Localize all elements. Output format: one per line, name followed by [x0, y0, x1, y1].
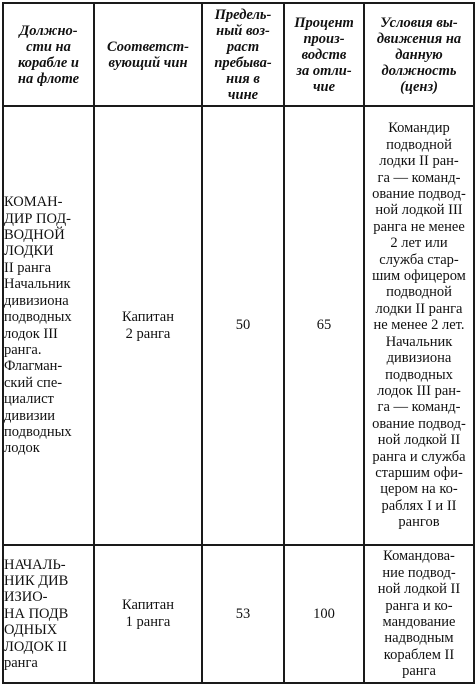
cell-rank: Капитан 2 ранга [94, 106, 202, 545]
cell-max-age: 50 [202, 106, 284, 545]
header-rank: Соответст- вующий чин [94, 3, 202, 106]
cell-max-age: 53 [202, 545, 284, 683]
cell-percent: 65 [284, 106, 364, 545]
table-header-row [3, 3, 474, 106]
header-conditions: Условия вы- движения на данную должность (ценз) [364, 3, 474, 106]
header-percent: Процент произ- водств за отли- чие [284, 3, 364, 106]
cell-percent: 100 [284, 545, 364, 683]
cell-position: КОМАН- ДИР ПОД- ВОДНОЙ ЛОДКИ II ранга Начальник дивизиона подводных лодок III ранга. Флагман- ский спе- циалист дивизии подводных лодок [3, 106, 94, 545]
cell-rank: Капитан 1 ранга [94, 545, 202, 683]
cell-position: НАЧАЛЬ- НИК ДИВ ИЗИО- НА ПОДВ ОДНЫХ ЛОДОК II ранга [3, 545, 94, 683]
cell-conditions: Командова- ние подвод- ной лодкой II ранга и ко- мандование надводным кораблем II ранга [364, 545, 474, 683]
rank-table [2, 2, 475, 684]
table-row [3, 545, 474, 683]
header-max-age: Предель- ный воз- раст пребыва- ния в чине [202, 3, 284, 106]
cell-conditions: Командир подводной лодки II ран- га — команд- ование подвод- ной лодкой III ранга не менее 2 лет или служба стар- шим офицером подводной лодки II ранга не менее 2 лет. Начальник дивизиона подводных лодок III ран- га — команд- ование подвод- ной лодкой II ранга и служба старшим офи- цером на ко- раблях I и II рангов [364, 106, 474, 545]
header-position: Должно- сти на корабле и на флоте [3, 3, 94, 106]
table-row [3, 106, 474, 545]
